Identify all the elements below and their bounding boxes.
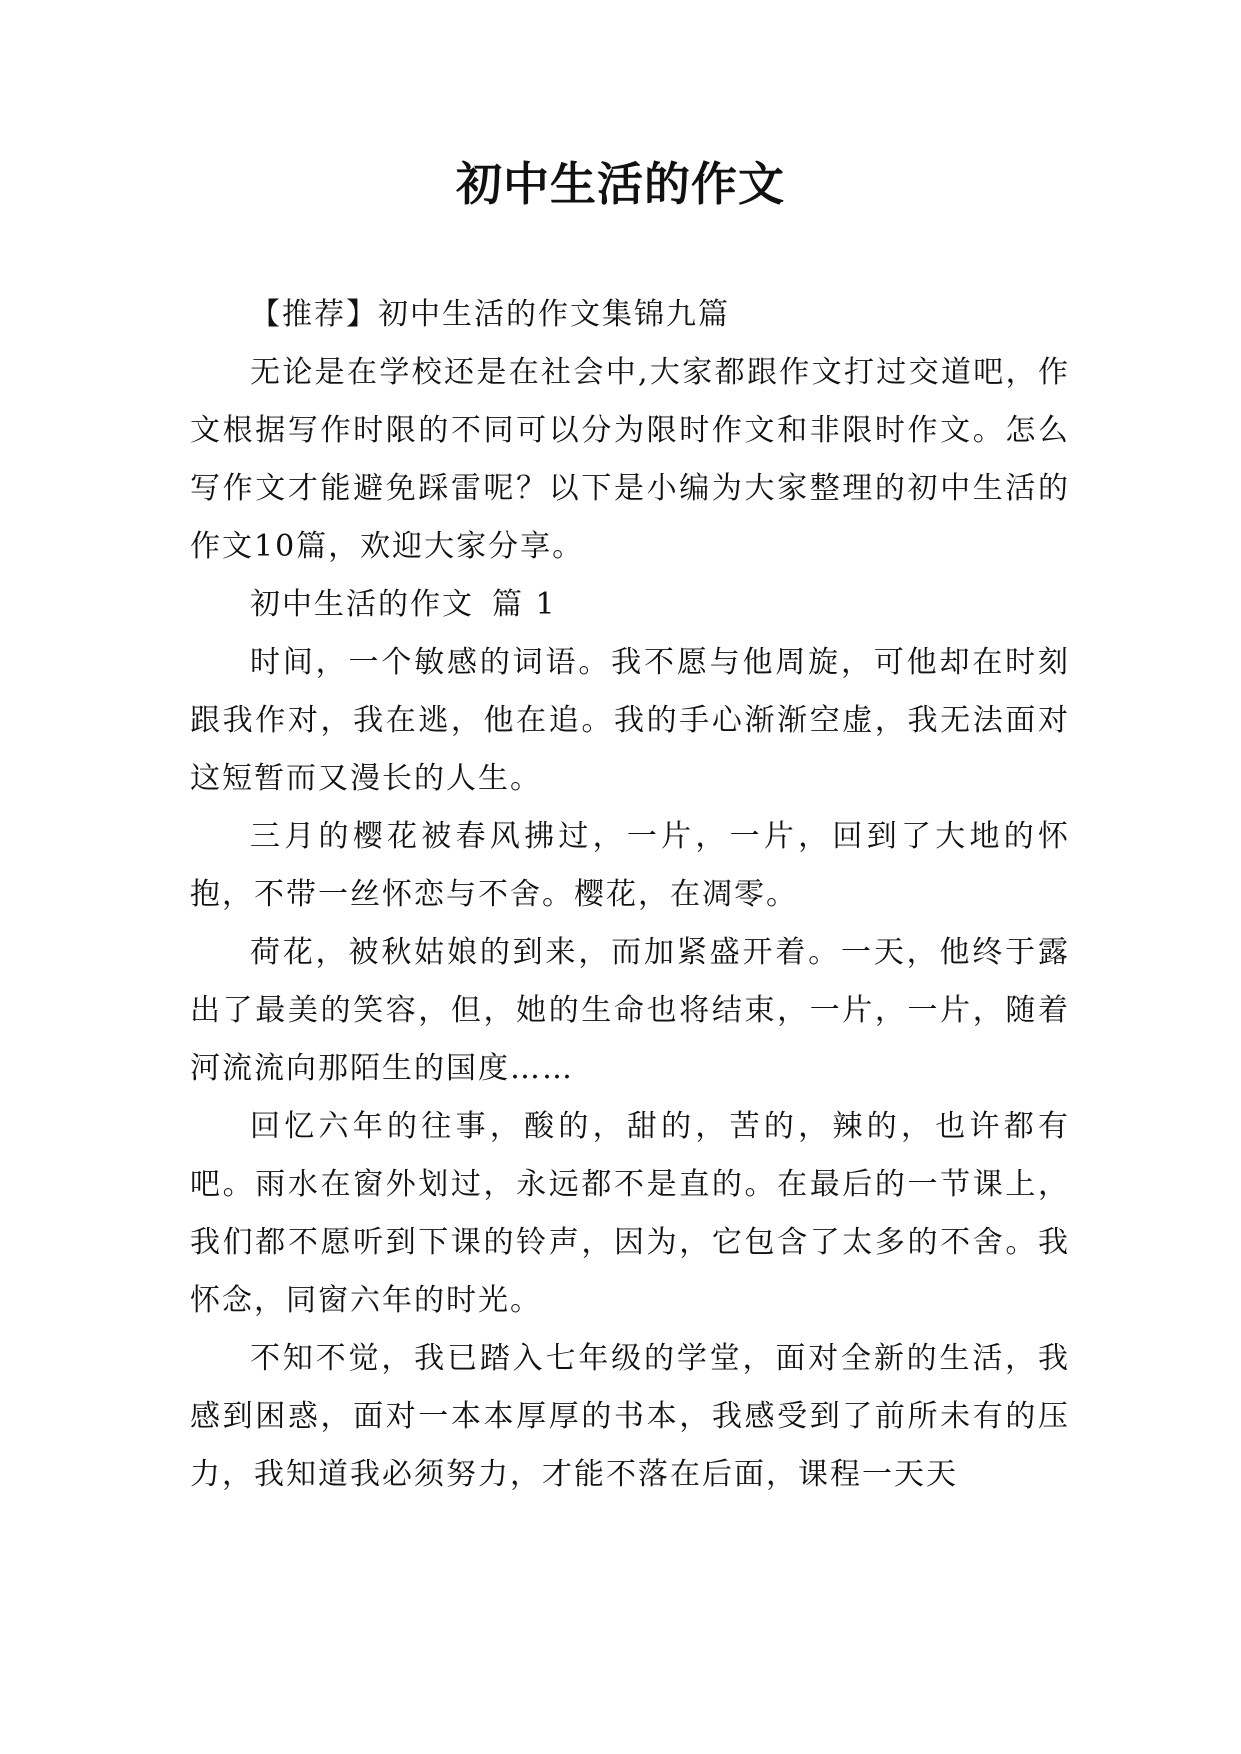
document-body — [190, 286, 1070, 1504]
recommend-line: 【推荐】初中生活的作文集锦九篇 — [250, 297, 730, 332]
body-paragraph: 时间，一个敏感的词语。我不愿与他周旋，可他却在时刻跟我作对，我在逃，他在追。我的手心渐渐空虚，我无法面对这短暂而又漫长的人生。 — [190, 645, 1070, 796]
intro-paragraph: 无论是在学校还是在社会中,大家都跟作文打过交道吧，作文根据写作时限的不同可以分为限时作文和非限时作文。怎么写作文才能避免踩雷呢？以下是小编为大家整理的初中生活的作文10篇，欢迎大家分享。 — [190, 355, 1070, 564]
body-paragraph: 三月的樱花被春风拂过，一片，一片，回到了大地的怀抱，不带一丝怀恋与不舍。樱花，在凋零。 — [190, 819, 1070, 912]
body-paragraph: 荷花，被秋姑娘的到来，而加紧盛开着。一天，他终于露出了最美的笑容，但，她的生命也将结束，一片，一片，随着河流流向那陌生的国度…… — [190, 935, 1070, 1086]
section-heading-number: 篇 1 — [492, 587, 557, 622]
body-paragraph: 回忆六年的往事，酸的，甜的，苦的，辣的，也许都有吧。雨水在窗外划过，永远都不是直的。在最后的一节课上，我们都不愿听到下课的铃声，因为，它包含了太多的不舍。我怀念，同窗六年的时光。 — [190, 1109, 1070, 1318]
body-paragraph: 不知不觉，我已踏入七年级的学堂，面对全新的生活，我感到困惑，面对一本本厚厚的书本，我感受到了前所未有的压力，我知道我必须努力，才能不落在后面，课程一天天 — [190, 1341, 1070, 1492]
section-heading-title: 初中生活的作文 — [250, 587, 474, 622]
document-title: 初中生活的作文 — [456, 157, 785, 211]
section-heading — [190, 576, 1070, 634]
